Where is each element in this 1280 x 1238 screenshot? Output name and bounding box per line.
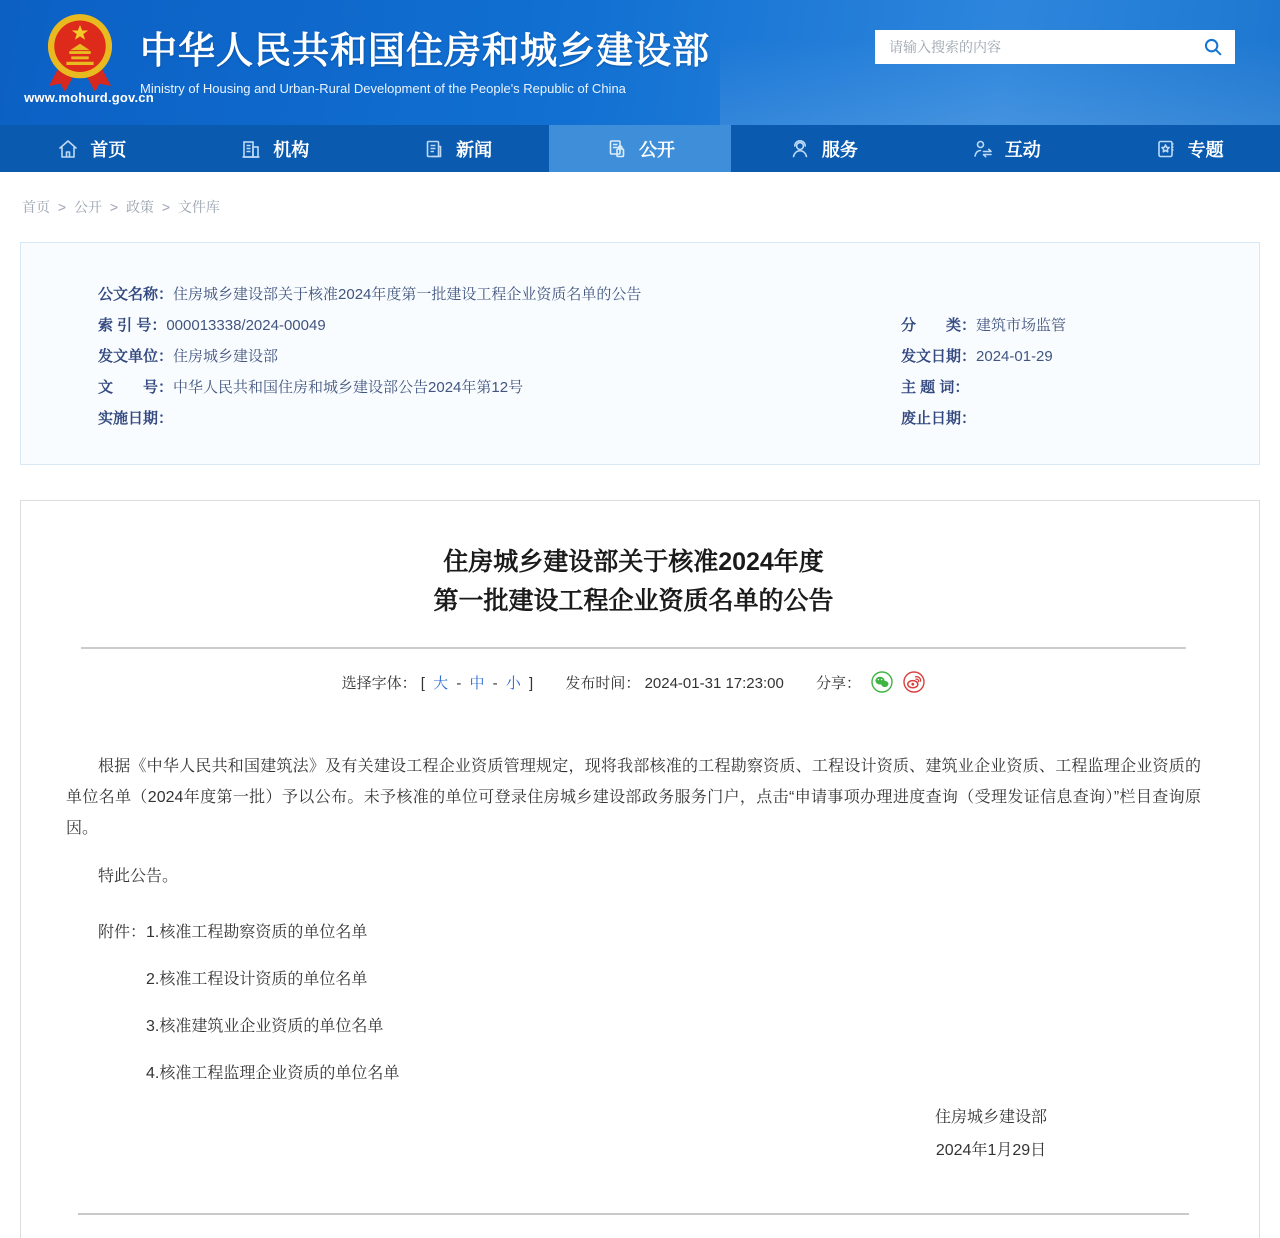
nav-label: 首页 — [90, 139, 127, 160]
header-titles — [140, 20, 710, 96]
nav-item-topics[interactable] — [1097, 125, 1280, 172]
breadcrumb-separator: > — [161, 199, 171, 215]
breadcrumb-disclosure[interactable]: 公开 — [73, 199, 102, 215]
nav-item-service[interactable] — [731, 125, 914, 172]
attachments-label: 附件： — [98, 924, 147, 941]
share-controls — [816, 675, 925, 692]
org-icon — [239, 137, 263, 161]
interaction-icon — [971, 137, 995, 161]
meta-label: 文 号： — [98, 379, 174, 396]
font-size-medium[interactable]: 中 — [469, 675, 485, 692]
bottom-divider — [78, 1213, 1189, 1215]
meta-label: 分 类： — [901, 317, 977, 334]
article-meta-row — [66, 671, 1201, 693]
share-label: 分享： — [816, 675, 862, 692]
meta-label: 公文名称： — [98, 286, 174, 303]
publish-value: 2024-01-31 17:23:00 — [644, 675, 784, 692]
nav-label: 机构 — [273, 139, 310, 160]
search-box — [875, 30, 1235, 64]
font-dash: - — [456, 675, 462, 692]
meta-label: 实施日期： — [98, 410, 174, 427]
nav-item-interaction[interactable] — [914, 125, 1097, 172]
meta-label: 发文日期： — [901, 348, 977, 365]
bracket-close: ] — [529, 675, 534, 692]
publish-time — [565, 675, 788, 692]
article-title — [66, 543, 1201, 621]
breadcrumb-separator: > — [57, 199, 67, 215]
signature-date: 2024年1月29日 — [935, 1142, 1047, 1159]
home-icon — [56, 137, 80, 161]
article-body — [66, 751, 1201, 1215]
article-title-line1: 住房城乡建设部关于核准2024年度 — [443, 548, 824, 576]
font-select-label: 选择字体： — [341, 675, 417, 692]
main-nav — [0, 125, 1280, 172]
breadcrumb-library[interactable]: 文件库 — [177, 199, 220, 215]
article-paragraph: 特此公告。 — [98, 868, 179, 885]
site-header — [0, 0, 1280, 125]
font-size-small[interactable]: 小 — [505, 675, 521, 692]
meta-row-title — [98, 279, 1219, 310]
disclosure-icon — [605, 137, 629, 161]
meta-row — [98, 310, 1219, 341]
doc-meta-box — [20, 242, 1260, 465]
meta-row — [98, 341, 1219, 372]
service-icon — [788, 137, 812, 161]
meta-label: 主 题 词： — [901, 379, 970, 396]
meta-row — [98, 372, 1219, 403]
meta-label: 索 引 号： — [98, 317, 167, 334]
font-size-selector — [342, 675, 538, 692]
breadcrumb-home[interactable]: 首页 — [22, 199, 50, 215]
search-input[interactable] — [875, 30, 1191, 64]
nav-label: 专题 — [1187, 139, 1224, 160]
national-emblem-icon — [46, 11, 114, 95]
article-title-line2: 第一批建设工程企业资质名单的公告 — [433, 587, 834, 615]
wechat-icon[interactable] — [871, 671, 893, 693]
nav-label: 服务 — [821, 139, 858, 160]
breadcrumb-policy[interactable]: 政策 — [125, 199, 154, 215]
signature-block — [881, 1101, 1101, 1167]
meta-value: 中华人民共和国住房和城乡建设部公告2024年第12号 — [173, 379, 524, 396]
meta-value: 住房城乡建设部 — [173, 348, 279, 365]
meta-value: 住房城乡建设部关于核准2024年度第一批建设工程企业资质名单的公告 — [173, 286, 642, 303]
title-divider — [81, 647, 1186, 649]
news-icon — [422, 137, 446, 161]
nav-item-disclosure[interactable] — [549, 125, 732, 172]
site-url: www.mohurd.gov.cn — [24, 90, 154, 105]
breadcrumb-separator: > — [109, 199, 119, 215]
font-size-large[interactable]: 大 — [433, 675, 449, 692]
attachment-link[interactable]: 2.核准工程设计资质的单位名单 — [146, 971, 368, 988]
meta-value: 2024-01-29 — [976, 348, 1053, 365]
nav-item-org[interactable] — [183, 125, 366, 172]
meta-label: 发文单位： — [98, 348, 174, 365]
topics-icon — [1154, 137, 1178, 161]
meta-label: 废止日期： — [901, 410, 977, 427]
nav-item-news[interactable] — [366, 125, 549, 172]
site-title: 中华人民共和国住房和城乡建设部 — [140, 30, 710, 71]
meta-value: 建筑市场监管 — [976, 317, 1067, 334]
nav-label: 新闻 — [456, 139, 493, 160]
meta-value: 000013338/2024-00049 — [166, 317, 326, 334]
bracket-open: [ — [420, 675, 425, 692]
meta-row — [98, 403, 1219, 434]
weibo-icon[interactable] — [903, 671, 925, 693]
attachment-link[interactable]: 3.核准建筑业企业资质的单位名单 — [146, 1018, 384, 1035]
breadcrumb — [0, 172, 1280, 217]
nav-label: 互动 — [1004, 139, 1041, 160]
site-subtitle: Ministry of Housing and Urban-Rural Development of the People's Republic of China — [140, 81, 626, 96]
signature-org: 住房城乡建设部 — [934, 1109, 1047, 1126]
attachments-block — [66, 917, 1201, 1089]
publish-label: 发布时间： — [565, 675, 641, 692]
nav-label: 公开 — [639, 139, 675, 160]
font-dash: - — [492, 675, 498, 692]
attachment-link[interactable]: 1.核准工程勘察资质的单位名单 — [146, 924, 368, 941]
search-icon[interactable] — [1191, 30, 1235, 64]
article-container — [20, 500, 1260, 1238]
article-paragraph: 根据《中华人民共和国建筑法》及有关建设工程企业资质管理规定，现将我部核准的工程勘察资质、工程设计资质、建筑业企业资质、工程监理企业资质的单位名单（2024年度第一批）予以公布。未予核准的单位可登录住房城乡建设部政务服务门户，点击“申请事项办理进度查询（受理发证信息查询）”栏目查询原因。 — [66, 758, 1201, 837]
nav-item-home[interactable] — [0, 125, 183, 172]
attachment-link[interactable]: 4.核准工程监理企业资质的单位名单 — [146, 1065, 400, 1082]
